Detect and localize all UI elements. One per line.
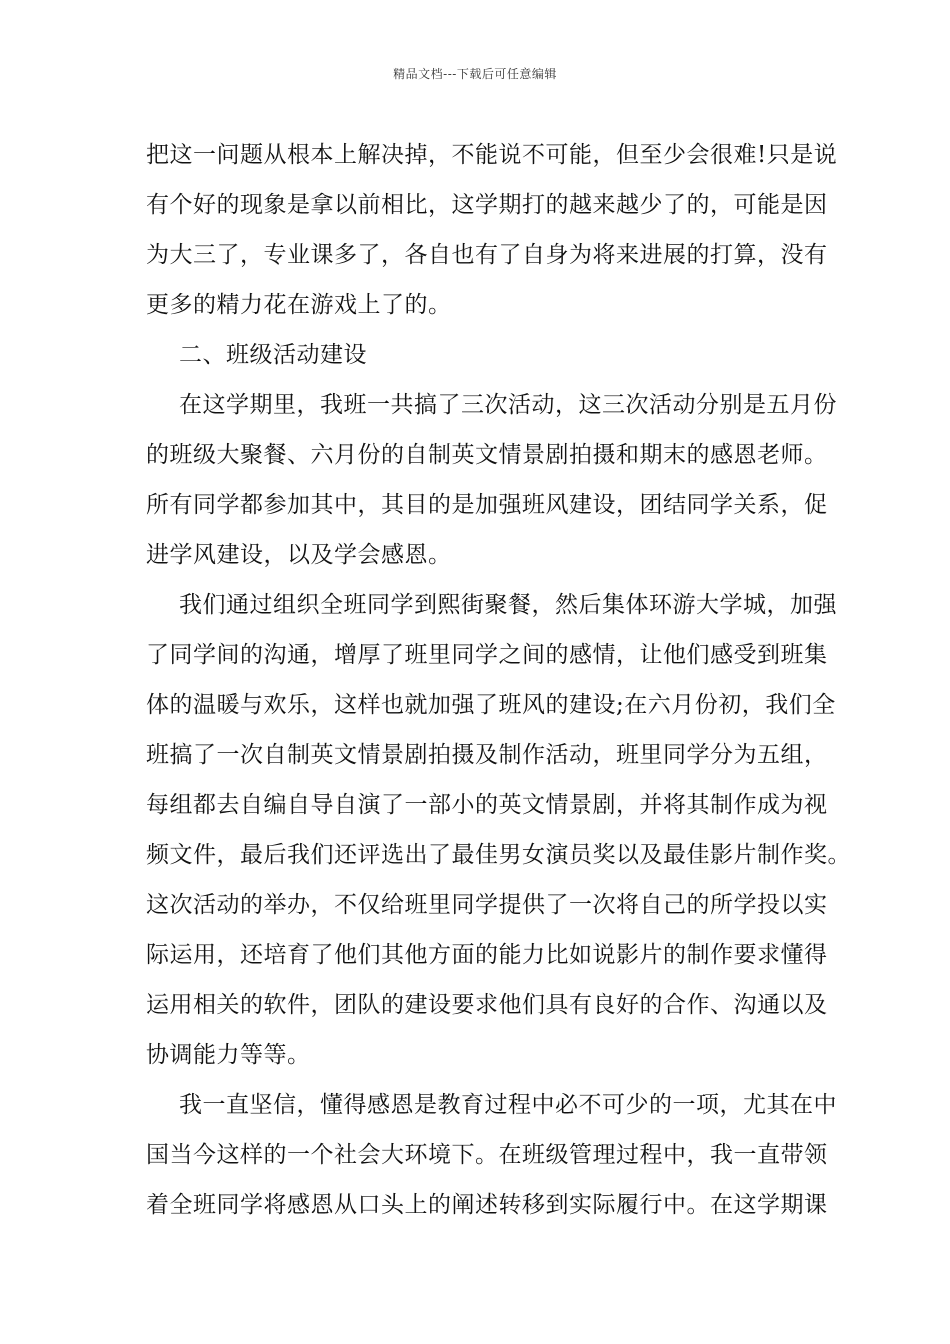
section-heading: 二、班级活动建设 bbox=[179, 342, 367, 368]
text-line: 每组都去自编自导自演了一部小的英文情景剧，并将其制作成为视 bbox=[146, 792, 828, 818]
text-line: 有个好的现象是拿以前相比，这学期打的越来越少了的，可能是因 bbox=[146, 192, 828, 218]
text-line: 体的温暖与欢乐，这样也就加强了班风的建设;在六月份初，我们全 bbox=[146, 692, 836, 718]
page-header: 精品文档---下载后可任意编辑 bbox=[393, 67, 557, 81]
text-line: 为大三了，专业课多了，各自也有了自身为将来进展的打算，没有 bbox=[146, 242, 828, 268]
text-line: 我一直坚信，懂得感恩是教育过程中必不可少的一项，尤其在中 bbox=[179, 1092, 837, 1118]
text-line: 把这一问题从根本上解决掉，不能说不可能，但至少会很难!只是说 bbox=[146, 142, 838, 168]
text-line: 所有同学都参加其中，其目的是加强班风建设，团结同学关系，促 bbox=[146, 492, 828, 518]
text-line: 更多的精力花在游戏上了的。 bbox=[146, 292, 452, 318]
text-line: 着全班同学将感恩从口头上的阐述转移到实际履行中。在这学期课 bbox=[146, 1192, 828, 1218]
text-line: 在这学期里，我班一共搞了三次活动，这三次活动分别是五月份 bbox=[179, 392, 837, 418]
text-line: 进学风建设，以及学会感恩。 bbox=[146, 542, 452, 568]
text-line: 的班级大聚餐、六月份的自制英文情景剧拍摄和期末的感恩老师。 bbox=[146, 442, 828, 468]
text-line: 国当今这样的一个社会大环境下。在班级管理过程中，我一直带领 bbox=[146, 1142, 828, 1168]
text-line: 协调能力等等。 bbox=[146, 1042, 311, 1068]
text-line: 班搞了一次自制英文情景剧拍摄及制作活动，班里同学分为五组， bbox=[146, 742, 828, 768]
text-line: 频文件，最后我们还评选出了最佳男女演员奖以及最佳影片制作奖。 bbox=[146, 842, 851, 868]
text-line: 运用相关的软件，团队的建设要求他们具有良好的合作、沟通以及 bbox=[146, 992, 828, 1018]
text-line: 这次活动的举办，不仅给班里同学提供了一次将自己的所学投以实 bbox=[146, 892, 828, 918]
text-line: 了同学间的沟通，增厚了班里同学之间的感情，让他们感受到班集 bbox=[146, 642, 828, 668]
document-body bbox=[146, 130, 851, 1230]
text-line: 际运用，还培育了他们其他方面的能力比如说影片的制作要求懂得 bbox=[146, 942, 828, 968]
text-line: 我们通过组织全班同学到熙街聚餐，然后集体环游大学城，加强 bbox=[179, 592, 837, 618]
